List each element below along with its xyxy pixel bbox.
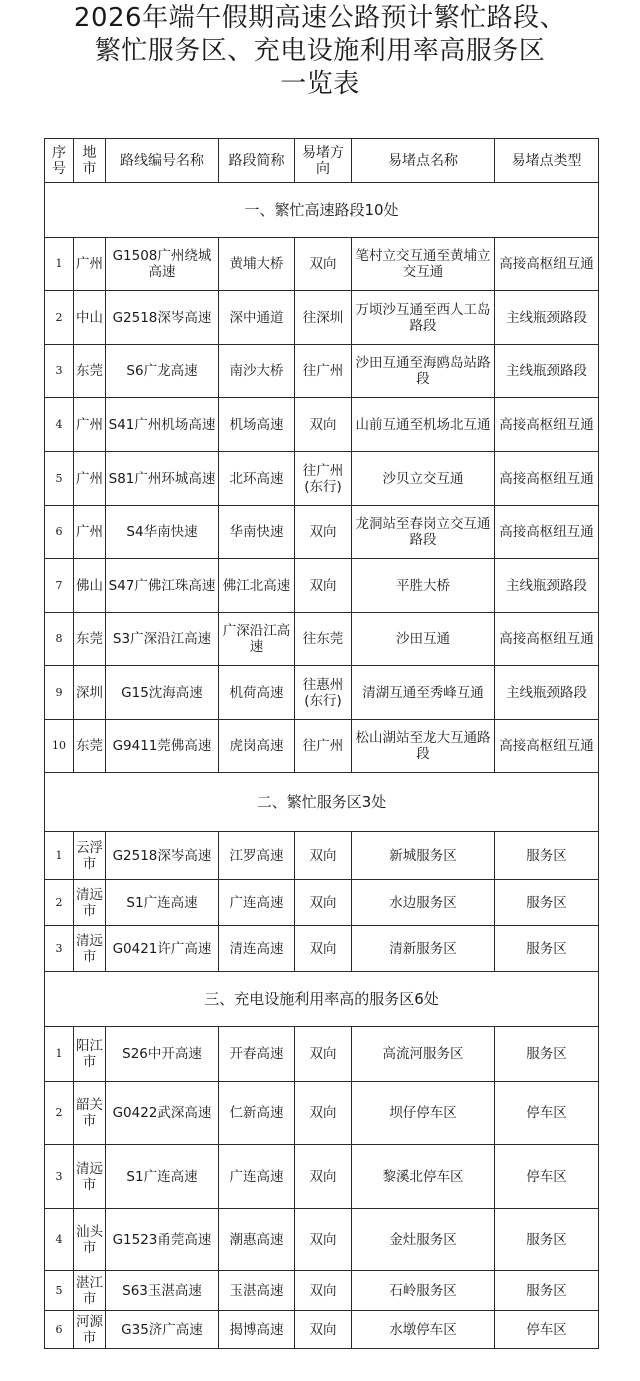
title-line-1: 2026年端午假期高速公路预计繁忙路段、 [73, 3, 567, 33]
row-point-name: 沙田互通至海鸥岛站路段 [352, 345, 495, 398]
row-point-type: 主线瓶颈路段 [495, 291, 599, 345]
row-direction: 双向 [295, 1027, 352, 1082]
row-city: 东莞 [74, 345, 106, 398]
document-title [0, 2, 640, 101]
table-row [45, 398, 599, 452]
row-direction: 双向 [295, 238, 352, 291]
row-point-name: 山前互通至机场北互通 [352, 398, 495, 452]
header-direction: 易堵方向 [295, 139, 352, 183]
row-direction: 往东莞 [295, 613, 352, 666]
row-point-type: 服务区 [495, 880, 599, 926]
row-direction: 双向 [295, 1209, 352, 1271]
table-row [45, 880, 599, 926]
row-direction: 双向 [295, 559, 352, 613]
row-point-name: 水边服务区 [352, 880, 495, 926]
row-index: 4 [45, 398, 74, 452]
row-route: G2518深岑高速 [106, 291, 219, 345]
table-row [45, 666, 599, 720]
row-point-type: 高接高枢纽互通 [495, 506, 599, 559]
row-direction: 双向 [295, 832, 352, 880]
table-row [45, 1209, 599, 1271]
row-point-name: 龙洞站至春岗立交互通路段 [352, 506, 495, 559]
row-point-type: 服务区 [495, 832, 599, 880]
table-row [45, 506, 599, 559]
row-point-name: 笔村立交互通至黄埔立交互通 [352, 238, 495, 291]
row-point-name: 高流河服务区 [352, 1027, 495, 1082]
row-short-name: 北环高速 [219, 452, 295, 506]
row-point-type: 高接高枢纽互通 [495, 720, 599, 773]
row-point-type: 主线瓶颈路段 [495, 559, 599, 613]
section-title: 三、充电设施利用率高的服务区6处 [45, 972, 599, 1027]
row-point-type: 停车区 [495, 1082, 599, 1145]
header-index: 序号 [45, 139, 74, 183]
header-row [45, 139, 599, 183]
row-city: 佛山 [74, 559, 106, 613]
row-short-name: 广连高速 [219, 1145, 295, 1209]
row-index: 1 [45, 1027, 74, 1082]
row-index: 5 [45, 1271, 74, 1311]
table-row [45, 1271, 599, 1311]
header-city: 地市 [74, 139, 106, 183]
row-city: 广州 [74, 452, 106, 506]
table-row [45, 559, 599, 613]
row-point-name: 金灶服务区 [352, 1209, 495, 1271]
row-point-type: 服务区 [495, 1271, 599, 1311]
row-point-name: 坝仔停车区 [352, 1082, 495, 1145]
row-direction: 往深圳 [295, 291, 352, 345]
row-short-name: 机荷高速 [219, 666, 295, 720]
row-direction: 往广州 [295, 345, 352, 398]
row-direction: 双向 [295, 1145, 352, 1209]
row-route: S81广州环城高速 [106, 452, 219, 506]
row-point-type: 服务区 [495, 926, 599, 972]
row-short-name: 广深沿江高速 [219, 613, 295, 666]
row-route: S3广深沿江高速 [106, 613, 219, 666]
row-point-name: 万顷沙互通至西人工岛路段 [352, 291, 495, 345]
row-route: S1广连高速 [106, 1145, 219, 1209]
row-city: 云浮市 [74, 832, 106, 880]
row-city: 河源市 [74, 1311, 106, 1349]
row-city: 深圳 [74, 666, 106, 720]
table-row [45, 345, 599, 398]
row-short-name: 江罗高速 [219, 832, 295, 880]
row-direction: 双向 [295, 1271, 352, 1311]
row-city: 东莞 [74, 720, 106, 773]
section-title: 一、繁忙高速路段10处 [45, 183, 599, 238]
row-index: 3 [45, 345, 74, 398]
row-short-name: 深中通道 [219, 291, 295, 345]
row-direction: 往广州 [295, 720, 352, 773]
row-index: 7 [45, 559, 74, 613]
row-direction: 双向 [295, 1082, 352, 1145]
row-point-type: 主线瓶颈路段 [495, 666, 599, 720]
table-row [45, 613, 599, 666]
table-row [45, 1311, 599, 1349]
row-route: G9411莞佛高速 [106, 720, 219, 773]
row-short-name: 开春高速 [219, 1027, 295, 1082]
table-row [45, 1027, 599, 1082]
row-index: 3 [45, 1145, 74, 1209]
table-row [45, 1145, 599, 1209]
row-short-name: 揭博高速 [219, 1311, 295, 1349]
row-index: 1 [45, 832, 74, 880]
row-direction: 双向 [295, 506, 352, 559]
row-direction: 双向 [295, 1311, 352, 1349]
table-row [45, 452, 599, 506]
row-city: 广州 [74, 506, 106, 559]
row-direction: 双向 [295, 880, 352, 926]
congestion-table [44, 138, 599, 1349]
table-row [45, 720, 599, 773]
row-short-name: 佛江北高速 [219, 559, 295, 613]
table-row [45, 926, 599, 972]
row-city: 广州 [74, 398, 106, 452]
row-route: G0422武深高速 [106, 1082, 219, 1145]
row-city: 清远市 [74, 1145, 106, 1209]
row-index: 6 [45, 1311, 74, 1349]
row-route: G1508广州绕城高速 [106, 238, 219, 291]
row-short-name: 广连高速 [219, 880, 295, 926]
row-index: 10 [45, 720, 74, 773]
row-city: 韶关市 [74, 1082, 106, 1145]
row-point-name: 清湖互通至秀峰互通 [352, 666, 495, 720]
row-point-type: 停车区 [495, 1145, 599, 1209]
row-route: G15沈海高速 [106, 666, 219, 720]
row-point-name: 沙贝立交互通 [352, 452, 495, 506]
row-point-type: 服务区 [495, 1027, 599, 1082]
table-row [45, 238, 599, 291]
section-title: 二、繁忙服务区3处 [45, 773, 599, 832]
row-index: 2 [45, 880, 74, 926]
row-short-name: 清连高速 [219, 926, 295, 972]
row-short-name: 黄埔大桥 [219, 238, 295, 291]
row-index: 1 [45, 238, 74, 291]
row-index: 4 [45, 1209, 74, 1271]
row-route: G1523甬莞高速 [106, 1209, 219, 1271]
row-index: 6 [45, 506, 74, 559]
row-index: 3 [45, 926, 74, 972]
table-row [45, 1082, 599, 1145]
row-route: S6广龙高速 [106, 345, 219, 398]
row-index: 2 [45, 1082, 74, 1145]
row-short-name: 南沙大桥 [219, 345, 295, 398]
row-point-type: 主线瓶颈路段 [495, 345, 599, 398]
row-point-type: 服务区 [495, 1209, 599, 1271]
row-city: 阳江市 [74, 1027, 106, 1082]
title-line-3: 一览表 [280, 69, 360, 99]
row-route: S26中开高速 [106, 1027, 219, 1082]
row-direction: 双向 [295, 398, 352, 452]
row-route: S47广佛江珠高速 [106, 559, 219, 613]
row-point-name: 平胜大桥 [352, 559, 495, 613]
row-point-type: 高接高枢纽互通 [495, 452, 599, 506]
row-direction: 往惠州(东行) [295, 666, 352, 720]
row-route: S41广州机场高速 [106, 398, 219, 452]
row-city: 广州 [74, 238, 106, 291]
row-point-type: 高接高枢纽互通 [495, 238, 599, 291]
header-point-name: 易堵点名称 [352, 139, 495, 183]
row-city: 汕头市 [74, 1209, 106, 1271]
row-short-name: 玉湛高速 [219, 1271, 295, 1311]
section-row [45, 972, 599, 1027]
row-short-name: 潮惠高速 [219, 1209, 295, 1271]
row-route: G2518深岑高速 [106, 832, 219, 880]
header-short-name: 路段简称 [219, 139, 295, 183]
title-line-2: 繁忙服务区、充电设施利用率高服务区 [94, 36, 546, 66]
row-index: 9 [45, 666, 74, 720]
row-city: 清远市 [74, 926, 106, 972]
table-row [45, 291, 599, 345]
row-short-name: 华南快速 [219, 506, 295, 559]
row-point-name: 石岭服务区 [352, 1271, 495, 1311]
row-index: 8 [45, 613, 74, 666]
section-row [45, 183, 599, 238]
row-route: G35济广高速 [106, 1311, 219, 1349]
header-route: 路线编号名称 [106, 139, 219, 183]
row-direction: 往广州(东行) [295, 452, 352, 506]
row-point-type: 高接高枢纽互通 [495, 613, 599, 666]
row-direction: 双向 [295, 926, 352, 972]
row-index: 5 [45, 452, 74, 506]
row-index: 2 [45, 291, 74, 345]
row-route: S4华南快速 [106, 506, 219, 559]
header-point-type: 易堵点类型 [495, 139, 599, 183]
row-city: 东莞 [74, 613, 106, 666]
row-point-name: 新城服务区 [352, 832, 495, 880]
row-point-type: 停车区 [495, 1311, 599, 1349]
row-route: G0421许广高速 [106, 926, 219, 972]
section-row [45, 773, 599, 832]
table-row [45, 832, 599, 880]
row-route: S63玉湛高速 [106, 1271, 219, 1311]
row-city: 清远市 [74, 880, 106, 926]
row-city: 中山 [74, 291, 106, 345]
row-point-type: 高接高枢纽互通 [495, 398, 599, 452]
row-point-name: 沙田互通 [352, 613, 495, 666]
row-route: S1广连高速 [106, 880, 219, 926]
row-point-name: 松山湖站至龙大互通路段 [352, 720, 495, 773]
row-point-name: 水墩停车区 [352, 1311, 495, 1349]
row-point-name: 黎溪北停车区 [352, 1145, 495, 1209]
row-short-name: 虎岗高速 [219, 720, 295, 773]
row-short-name: 机场高速 [219, 398, 295, 452]
row-short-name: 仁新高速 [219, 1082, 295, 1145]
row-point-name: 清新服务区 [352, 926, 495, 972]
row-city: 湛江市 [74, 1271, 106, 1311]
